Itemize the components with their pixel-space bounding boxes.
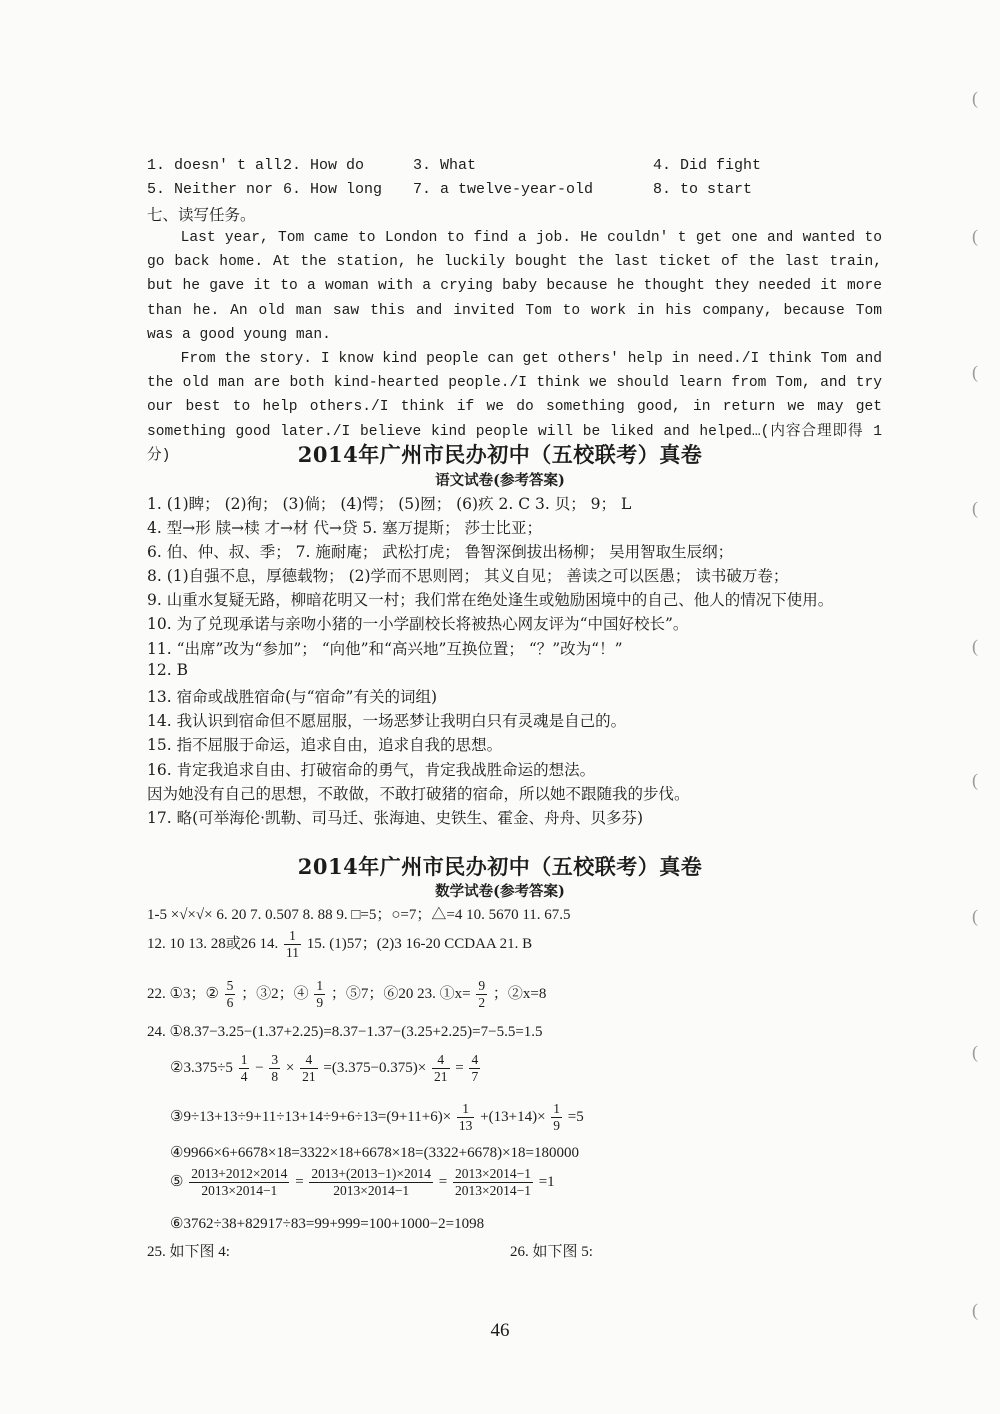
paragraph-1: Last year, Tom came to London to find a job. He couldn' t get one and wanted to go back home. At the station, he luckily bought the last ticket of the last train, but he gave it to a woman with a crying baby because he thought they needed it more than he. An old man saw this and invited Tom to work in his company, because Tom was a good young man. — [147, 230, 882, 343]
numerator: 2013+(2013−1)×2014 — [311, 1166, 431, 1181]
answer-2: 2. How do — [283, 157, 365, 174]
margin-mark: ( — [972, 770, 978, 790]
page-number: 46 — [490, 1320, 510, 1341]
fraction — [225, 978, 236, 1011]
chinese-answer-line: 13. 宿命或战胜宿命(与“宿命”有关的词组) — [147, 688, 438, 706]
math-answer-line-2 — [147, 928, 532, 961]
numerator: 1 — [316, 978, 324, 993]
fraction — [189, 1166, 289, 1199]
margin-mark: ( — [972, 1042, 978, 1062]
numerator: 1 — [457, 1101, 475, 1118]
fraction — [457, 1101, 475, 1134]
math-q24-part-4: ④9966×6+6678×18=3322×18+6678×18=(3322+6678)×18=180000 — [170, 1145, 579, 1161]
fraction — [551, 1101, 562, 1134]
answer-3: 3. What — [413, 157, 477, 174]
denominator: 11 — [286, 945, 300, 960]
math-q24-part-2 — [170, 1052, 482, 1085]
chinese-answer-line: 因为她没有自己的思想，不敢做，不敢打破猪的宿命，所以她不跟随我的步伐。 — [147, 785, 690, 803]
denominator: 8 — [271, 1069, 279, 1084]
math-answer-line-1: 1-5 ×√×√× 6. 20 7. 0.507 8. 88 9. □=5；○=7；△=4 10. 5670 11. 67.5 — [147, 907, 571, 923]
fraction — [284, 928, 301, 961]
math-text: − — [255, 1059, 264, 1076]
fraction — [239, 1052, 250, 1085]
answer-8: 8. to start — [653, 181, 753, 198]
fraction — [432, 1052, 450, 1085]
chinese-answer-line: 11. “出席”改为“参加”； “向他”和“高兴地”互换位置； “？”改为“！” — [147, 640, 623, 658]
numerator: 2013×2014−1 — [454, 1166, 531, 1181]
answer-4: 4. Did fight — [653, 157, 762, 174]
denominator: 2013×2014−1 — [333, 1183, 410, 1198]
denominator: 6 — [226, 995, 234, 1010]
math-answer-line-3 — [147, 978, 546, 1011]
numerator: 4 — [432, 1052, 450, 1069]
math-text: ；③2；④ — [241, 985, 309, 1002]
numerator: 4 — [471, 1052, 479, 1067]
fraction — [453, 1166, 533, 1199]
math-q24-part-3 — [170, 1101, 584, 1134]
math-section-title: 2014年广州市民办初中（五校联考）真卷 — [297, 854, 703, 879]
margin-mark: ( — [972, 362, 978, 382]
denominator: 7 — [471, 1069, 479, 1084]
chinese-answer-line: 17. 略(可举海伦·凯勒、司马迁、张海迪、史铁生、霍金、舟舟、贝多芬) — [147, 809, 644, 827]
math-text: ；②x=8 — [492, 985, 547, 1002]
math-q25: 25. 如下图 4: — [147, 1244, 230, 1260]
chinese-answer-line: 8. (1)自强不息，厚德载物； (2)学而不思则罔； 其义自见； 善读之可以医愚； 读书破万卷； — [147, 567, 789, 585]
math-text: =(3.375−0.375)× — [323, 1059, 427, 1076]
margin-mark: ( — [972, 1300, 978, 1320]
math-text: = — [455, 1059, 464, 1076]
numerator: 2013+2012×2014 — [191, 1166, 288, 1181]
math-text: 22. ①3；② — [147, 985, 219, 1002]
fraction — [300, 1052, 318, 1085]
chinese-answer-line: 6. 伯、仲、叔、季； 7. 施耐庵； 武松打虎； 鲁智深倒拔出杨柳； 吴用智取生辰纲； — [147, 543, 734, 561]
math-text: 12. 10 13. 28或26 14. — [147, 935, 279, 952]
paragraph-2: From the story. I know kind people can get others' help in need./I think Tom and the old man are both kind-hearted people./I think we should learn from Tom, and try our best to help others./I think if we do something good, in return we may get something good later./I believe kind people will be liked and helped…(内容合理即得 1 分) — [147, 351, 882, 464]
writing-task-answer — [147, 226, 882, 468]
math-text: =1 — [538, 1173, 555, 1190]
math-text: 15. (1)57；(2)3 16-20 CCDAA 21. B — [306, 935, 533, 952]
margin-mark: ( — [972, 226, 978, 246]
numerator: 9 — [478, 978, 486, 993]
chinese-answer-line: 16. 肯定我追求自由、打破宿命的勇气，肯定我战胜命运的想法。 — [147, 761, 596, 779]
margin-mark: ( — [972, 636, 978, 656]
math-q24-part-1: 24. ①8.37−3.25−(1.37+2.25)=8.37−1.37−(3.25+2.25)=7−5.5=1.5 — [147, 1024, 543, 1040]
math-text: ②3.375÷5 — [170, 1059, 233, 1076]
math-text: =5 — [567, 1108, 584, 1125]
margin-mark: ( — [972, 88, 978, 108]
chinese-answer-line: 10. 为了兑现承诺与亲吻小猪的一小学副校长将被热心网友评为“中国好校长”。 — [147, 615, 689, 633]
math-section-subtitle: 数学试卷(参考答案) — [435, 883, 565, 900]
denominator: 21 — [302, 1069, 316, 1084]
numerator: 5 — [226, 978, 234, 993]
chinese-answer-line: 14. 我认识到宿命但不愿屈服，一场恶梦让我明白只有灵魂是自己的。 — [147, 712, 627, 730]
fraction — [469, 1052, 480, 1085]
math-text: × — [285, 1059, 295, 1076]
math-text: ③9÷13+13÷9+11÷13+14÷9+6÷13=(9+11+6)× — [170, 1108, 452, 1125]
denominator: 9 — [316, 995, 324, 1010]
denominator: 2013×2014−1 — [201, 1183, 278, 1198]
chinese-answer-line: 12. B — [147, 661, 188, 679]
math-q24-part-5 — [170, 1166, 555, 1199]
denominator: 13 — [458, 1118, 473, 1133]
fraction — [476, 978, 487, 1011]
margin-mark: ( — [972, 906, 978, 926]
chinese-section-title: 2014年广州市民办初中（五校联考）真卷 — [297, 442, 703, 467]
math-q24-part-6: ⑥3762÷38+82917÷83=99+999=100+1000−2=1098 — [170, 1216, 485, 1232]
fraction — [314, 978, 325, 1011]
chinese-answer-line: 1. (1)睥； (2)徇； (3)倘； (4)愕； (5)囫； (6)疚 2. C 3. 贝； 9； L — [147, 495, 632, 513]
denominator: 9 — [553, 1118, 561, 1133]
numerator: 1 — [284, 928, 301, 945]
chinese-section-subtitle: 语文试卷(参考答案) — [435, 472, 565, 489]
math-text: = — [438, 1173, 448, 1190]
math-text: = — [295, 1173, 304, 1190]
denominator: 2 — [478, 995, 486, 1010]
denominator: 21 — [434, 1069, 448, 1084]
fraction — [269, 1052, 280, 1085]
math-text: ⑤ — [170, 1173, 184, 1190]
numerator: 4 — [300, 1052, 318, 1069]
numerator: 1 — [240, 1052, 248, 1067]
denominator: 4 — [240, 1069, 248, 1084]
fraction — [309, 1166, 433, 1199]
math-text: +(13+14)× — [480, 1108, 546, 1125]
answer-7: 7. a twelve-year-old — [413, 181, 594, 198]
numerator: 1 — [553, 1101, 561, 1116]
math-q26: 26. 如下图 5: — [510, 1244, 593, 1260]
chinese-answer-line: 15. 指不屈服于命运，追求自由，追求自我的思想。 — [147, 736, 503, 754]
denominator: 2013×2014−1 — [454, 1183, 531, 1198]
math-text: ；⑤7；⑥20 23. ①x= — [330, 985, 471, 1002]
chinese-answer-line: 9. 山重水复疑无路，柳暗花明又一村；我们常在绝处逢生或勉励困境中的自己、他人的情况下使用。 — [147, 591, 834, 609]
section-heading: 七、读写任务。 — [147, 206, 256, 224]
chinese-answer-line: 4. 型→形 牍→椟 才→材 代→贷 5. 塞万提斯； 莎士比亚； — [147, 519, 543, 537]
numerator: 3 — [271, 1052, 279, 1067]
answer-6: 6. How long — [283, 181, 383, 198]
margin-mark: ( — [972, 498, 978, 518]
answer-5: 5. Neither nor — [147, 181, 274, 198]
answer-1: 1. doesn' t all — [147, 157, 283, 174]
